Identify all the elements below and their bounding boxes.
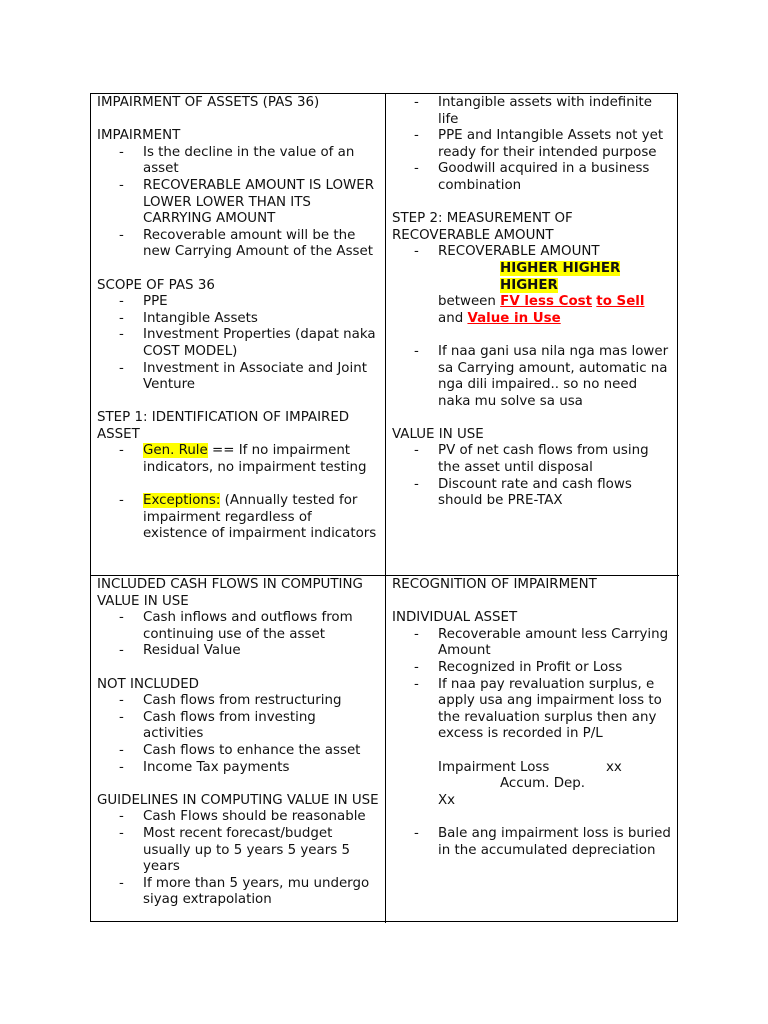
and-word: and (438, 310, 468, 326)
gen-rule-text: == If no impairment indicators, no impairment testing (143, 443, 367, 476)
individual-list (392, 627, 673, 743)
between-line (392, 294, 673, 311)
individual-heading: INDIVIDUAL ASSET (392, 610, 518, 626)
list-item: - If naa pay revaluation surplus, e apply usa ang impairment loss to the revaluation surplus then any excess is recorded in P/L (392, 677, 673, 743)
recognition-heading: RECOGNITION OF IMPAIRMENT (392, 577, 597, 592)
list-item: - Cash Flows should be reasonable (97, 809, 379, 826)
notes-table (90, 93, 678, 922)
to-sell: to Sell (596, 294, 645, 310)
included-heading: INCLUDED CASH FLOWS IN COMPUTING VALUE IN USE (97, 577, 363, 609)
comparison-list (392, 344, 673, 410)
higher-text: HIGHER HIGHER HIGHER (500, 260, 621, 293)
cell-top-left (91, 94, 385, 575)
included-list (97, 610, 379, 660)
step1-list (97, 443, 379, 476)
cell-bottom-left (91, 575, 385, 923)
list-item: - RECOVERABLE AMOUNT (392, 244, 673, 261)
bale-list (392, 826, 673, 859)
list-item: - Recoverable amount less Carrying Amount (392, 627, 673, 660)
journal-credit-amount: Xx (438, 792, 456, 808)
journal-debit-amount: xx (606, 759, 622, 775)
list-item: - Bale ang impairment loss is buried in the accumulated depreciation (392, 826, 673, 859)
list-item: - Most recent forecast/budget usually up to 5 years 5 years 5 years (97, 826, 379, 876)
exception-assets-list (392, 95, 673, 195)
list-item: - Cash flows from restructuring (97, 693, 379, 710)
viu-heading: VALUE IN USE (392, 426, 484, 442)
list-item: - If more than 5 years, mu undergo siyag extrapolation (97, 876, 379, 909)
scope-heading: SCOPE OF PAS 36 (97, 277, 215, 293)
list-item: - Investment Properties (dapat naka COST MODEL) (97, 327, 379, 360)
list-item: - PV of net cash flows from using the asset until disposal (392, 443, 673, 476)
list-item: - RECOVERABLE AMOUNT IS LOWER LOWER LOWER THAN ITS CARRYING AMOUNT (97, 178, 379, 228)
list-item: - Cash flows to enhance the asset (97, 743, 379, 760)
list-item: - Goodwill acquired in a business combination (392, 161, 673, 194)
list-item: - Residual Value (97, 643, 379, 660)
viu-list (392, 443, 673, 509)
list-item: - Discount rate and cash flows should be PRE-TAX (392, 477, 673, 510)
cell-top-right (385, 94, 679, 575)
higher-line (392, 261, 673, 294)
exceptions-label: Exceptions: (143, 493, 221, 509)
exceptions-text: (Annually tested for impairment regardless of existence of impairment indicators (143, 493, 377, 542)
impairment-list (97, 145, 379, 261)
exceptions-list (97, 493, 379, 543)
list-item: - Income Tax payments (97, 760, 379, 777)
journal-debit-line (392, 760, 673, 777)
gen-rule-label: Gen. Rule (143, 443, 208, 459)
list-item: - Investment in Associate and Joint Venture (97, 361, 379, 394)
gen-rule-item (97, 443, 379, 476)
journal-credit-line (392, 776, 673, 793)
not-included-list (97, 693, 379, 776)
list-item: - Recoverable amount will be the new Carrying Amount of the Asset (97, 228, 379, 261)
step1-heading: STEP 1: IDENTIFICATION OF IMPAIRED ASSET (97, 410, 350, 442)
document-page (90, 93, 678, 922)
between-word: between (438, 294, 501, 310)
step2-heading: STEP 2: MEASUREMENT OF RECOVERABLE AMOUNT (392, 211, 573, 243)
list-item: - Cash flows from investing activities (97, 710, 379, 743)
list-item: - Is the decline in the value of an asset (97, 145, 379, 178)
list-item: - Intangible Assets (97, 311, 379, 328)
document-title: IMPAIRMENT OF ASSETS (PAS 36) (97, 95, 320, 110)
and-line (392, 311, 673, 328)
list-item: - Cash inflows and outflows from continuing use of the asset (97, 610, 379, 643)
impairment-heading: IMPAIRMENT (97, 128, 181, 144)
list-item: - Intangible assets with indefinite life (392, 95, 673, 128)
cell-bottom-right (385, 575, 679, 923)
journal-credit: Accum. Dep. (500, 776, 585, 792)
list-item: - Recognized in Profit or Loss (392, 660, 673, 677)
list-item: - PPE and Intangible Assets not yet ready for their intended purpose (392, 128, 673, 161)
guidelines-list (97, 809, 379, 909)
journal-debit: Impairment Loss (438, 759, 550, 775)
not-included-heading: NOT INCLUDED (97, 676, 199, 692)
list-item: - PPE (97, 294, 379, 311)
guidelines-heading: GUIDELINES IN COMPUTING VALUE IN USE (97, 792, 379, 808)
list-item: - If naa gani usa nila nga mas lower sa Carrying amount, automatic na nga dili impaired.. so no need naka mu solve sa usa (392, 344, 673, 410)
journal-credit-amount-line (392, 793, 673, 810)
recoverable-list (392, 244, 673, 261)
scope-list (97, 294, 379, 394)
exceptions-item (97, 493, 379, 543)
value-in-use: Value in Use (467, 310, 561, 326)
fv-less-cost: FV less Cost (500, 294, 593, 310)
